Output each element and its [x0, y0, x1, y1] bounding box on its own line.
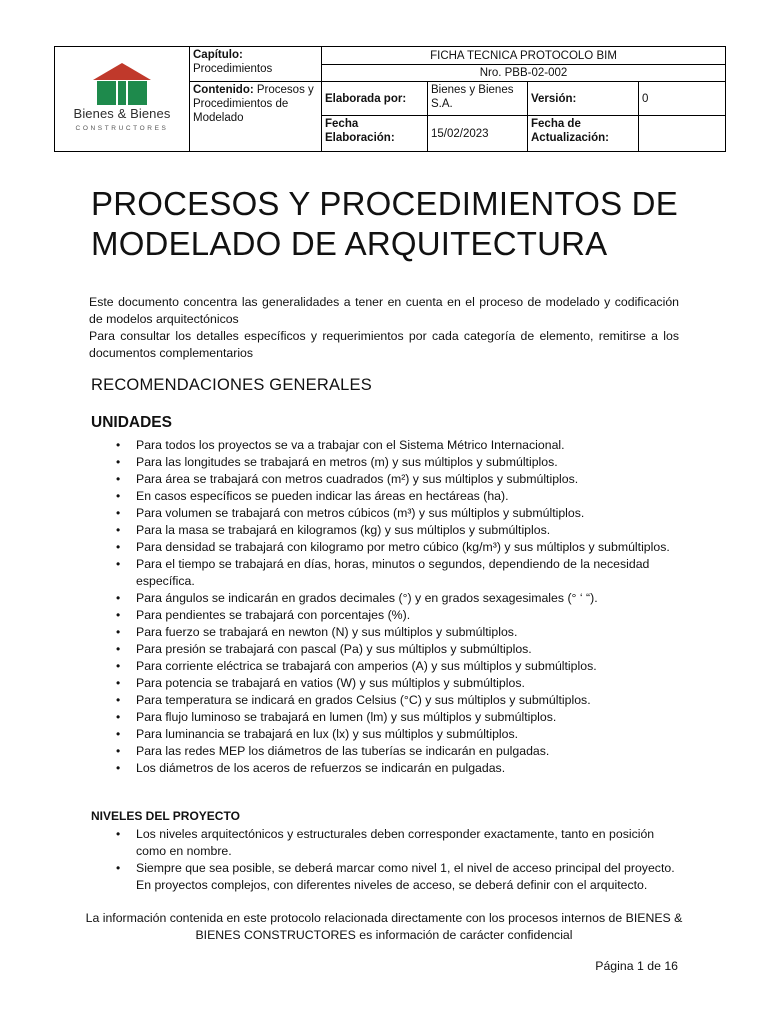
capitulo-label: Capítulo: — [193, 49, 243, 61]
list-item: • En casos específicos se pueden indicar las áreas en hectáreas (ha). — [91, 488, 691, 505]
company-logo — [74, 62, 171, 136]
unidades-heading: UNIDADES — [91, 414, 172, 431]
logo-name: Bienes & Bienes — [73, 106, 171, 121]
fecha-actualizacion-label: Fecha de Actualización: — [528, 116, 639, 152]
list-item: • Para área se trabajará con metros cuadrados (m²) y sus múltiplos y submúltiplos. — [91, 471, 691, 488]
intro-text — [89, 294, 679, 362]
list-item: • Para densidad se trabajará con kilogramo por metro cúbico (kg/m³) y sus múltiplos y submúltiplos. — [91, 539, 691, 556]
list-item: • Para presión se trabajará con pascal (Pa) y sus múltiplos y submúltiplos. — [91, 641, 691, 658]
list-item: • Siempre que sea posible, se deberá marcar como nivel 1, el nivel de acceso principal del proyecto. En proyectos complejos, con diferentes niveles de acceso, se deberá definir con el arquitecto. — [91, 860, 683, 894]
list-item: • Los diámetros de los aceros de refuerzos se indicarán en pulgadas. — [91, 760, 691, 777]
document-title: PROCESOS Y PROCEDIMIENTOS DE MODELADO DE ARQUITECTURA — [91, 185, 678, 262]
header-table — [54, 46, 726, 152]
logo-cell — [55, 47, 190, 152]
capitulo-cell — [190, 47, 322, 82]
list-item: • Para la masa se trabajará en kilogramos (kg) y sus múltiplos y submúltiplos. — [91, 522, 691, 539]
list-item: • Para luminancia se trabajará en lux (lx) y sus múltiplos y submúltiplos. — [91, 726, 691, 743]
list-item: • Los niveles arquitectónicos y estructurales deben corresponder exactamente, tanto en posición como en nombre. — [91, 826, 683, 860]
section-title: RECOMENDACIONES GENERALES — [91, 376, 372, 394]
list-item: • Para corriente eléctrica se trabajará con amperios (A) y sus múltiplos y submúltiplos. — [91, 658, 691, 675]
list-item: • Para las longitudes se trabajará en metros (m) y sus múltiplos y submúltiplos. — [91, 454, 691, 471]
intro-paragraph: Para consultar los detalles específicos y requerimientos por cada categoría de elemento, remitirse a los documentos complementarios — [89, 329, 679, 360]
house-logo-icon — [91, 62, 153, 106]
elaborada-value: Bienes y Bienes S.A. — [428, 82, 528, 116]
contenido-cell — [190, 82, 322, 152]
capitulo-value: Procedimientos — [193, 63, 273, 75]
page-number: Página 1 de 16 — [595, 959, 678, 973]
elaborada-label: Elaborada por: — [322, 82, 428, 116]
list-item: • Para fuerzo se trabajará en newton (N) y sus múltiplos y submúltiplos. — [91, 624, 691, 641]
list-item: • Para pendientes se trabajará con porcentajes (%). — [91, 607, 691, 624]
list-item: • Para temperatura se indicará en grados Celsius (°C) y sus múltiplos y submúltiplos. — [91, 692, 691, 709]
list-item: • Para todos los proyectos se va a trabajar con el Sistema Métrico Internacional. — [91, 437, 691, 454]
contenido-value: Procesos y Procedimientos de Modelado — [193, 84, 314, 124]
list-item: • Para potencia se trabajará en vatios (W) y sus múltiplos y submúltiplos. — [91, 675, 691, 692]
list-item: • Para volumen se trabajará con metros cúbicos (m³) y sus múltiplos y submúltiplos. — [91, 505, 691, 522]
list-item: • Para flujo luminoso se trabajará en lumen (lm) y sus múltiplos y submúltiplos. — [91, 709, 691, 726]
list-item: • Para el tiempo se trabajará en días, horas, minutos o segundos, dependiendo de la necesidad específica. — [91, 556, 691, 590]
contenido-label: Contenido: — [193, 84, 254, 96]
list-item: • Para las redes MEP los diámetros de las tuberías se indicarán en pulgadas. — [91, 743, 691, 760]
unidades-list — [91, 437, 691, 777]
document-number: Nro. PBB-02-002 — [322, 65, 726, 82]
fecha-actualizacion-value — [639, 116, 726, 152]
niveles-heading: NIVELES DEL PROYECTO — [91, 809, 240, 823]
logo-subtitle: CONSTRUCTORES — [75, 125, 169, 132]
version-label: Versión: — [528, 82, 639, 116]
confidentiality-note: La información contenida en este protocolo relacionada directamente con los procesos internos de BIENES & BIENES CONSTRUCTORES es información de carácter confidencial — [85, 911, 683, 942]
fecha-elaboracion-value: 15/02/2023 — [428, 116, 528, 152]
version-value: 0 — [639, 82, 726, 116]
ficha-title: FICHA TECNICA PROTOCOLO BIM — [322, 47, 726, 65]
fecha-elaboracion-label: Fecha Elaboración: — [322, 116, 428, 152]
intro-paragraph: Este documento concentra las generalidades a tener en cuenta en el proceso de modelado y codificación de modelos arquitectónicos — [89, 295, 679, 326]
list-item: • Para ángulos se indicarán en grados decimales (°) y en grados sexagesimales (° ‘ “). — [91, 590, 691, 607]
niveles-list — [91, 826, 683, 894]
